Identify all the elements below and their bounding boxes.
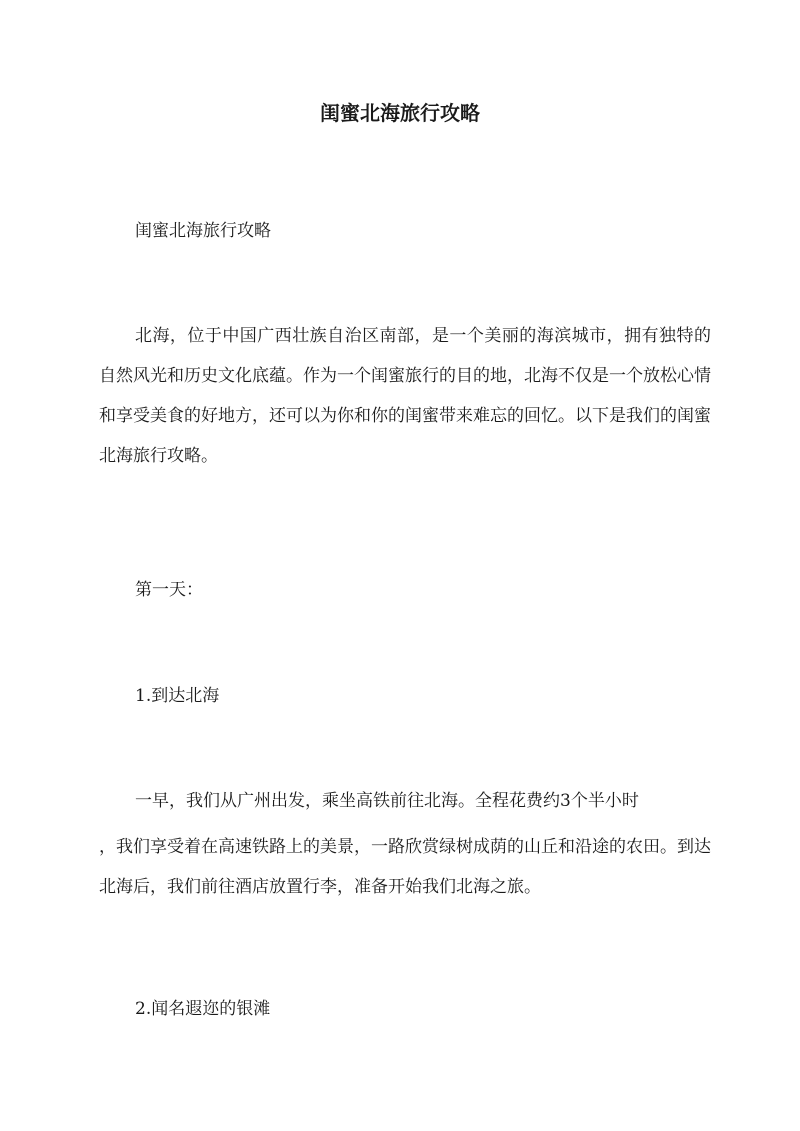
day-one-heading: 第一天： [135, 580, 203, 600]
intro-paragraph: 北海，位于中国广西壮族自治区南部，是一个美丽的海滨城市，拥有独特的自然风光和历史文化底蕴。作为一个闺蜜旅行的目的地，北海不仅是一个放松心情和享受美食的好地方，还可以为你和你的闺蜜带来难忘的回忆。以下是我们的闺蜜北海旅行攻略。 [99, 326, 711, 466]
document-title: 闺蜜北海旅行攻略 [320, 101, 480, 125]
section-subtitle: 闺蜜北海旅行攻略 [135, 221, 271, 241]
item-one-paragraph-rest: ，我们享受着在高速铁路上的美景，一路欣赏绿树成荫的山丘和沿途的农田。到达北海后，我们前往酒店放置行李，准备开始我们北海之旅。 [99, 837, 711, 897]
item-one-heading: 1.到达北海 [135, 686, 220, 706]
item-two-heading: 2.闻名遐迩的银滩 [135, 999, 271, 1019]
item-one-paragraph-line1: 一早，我们从广州出发，乘坐高铁前往北海。全程花费约3个半小时 [135, 791, 639, 811]
